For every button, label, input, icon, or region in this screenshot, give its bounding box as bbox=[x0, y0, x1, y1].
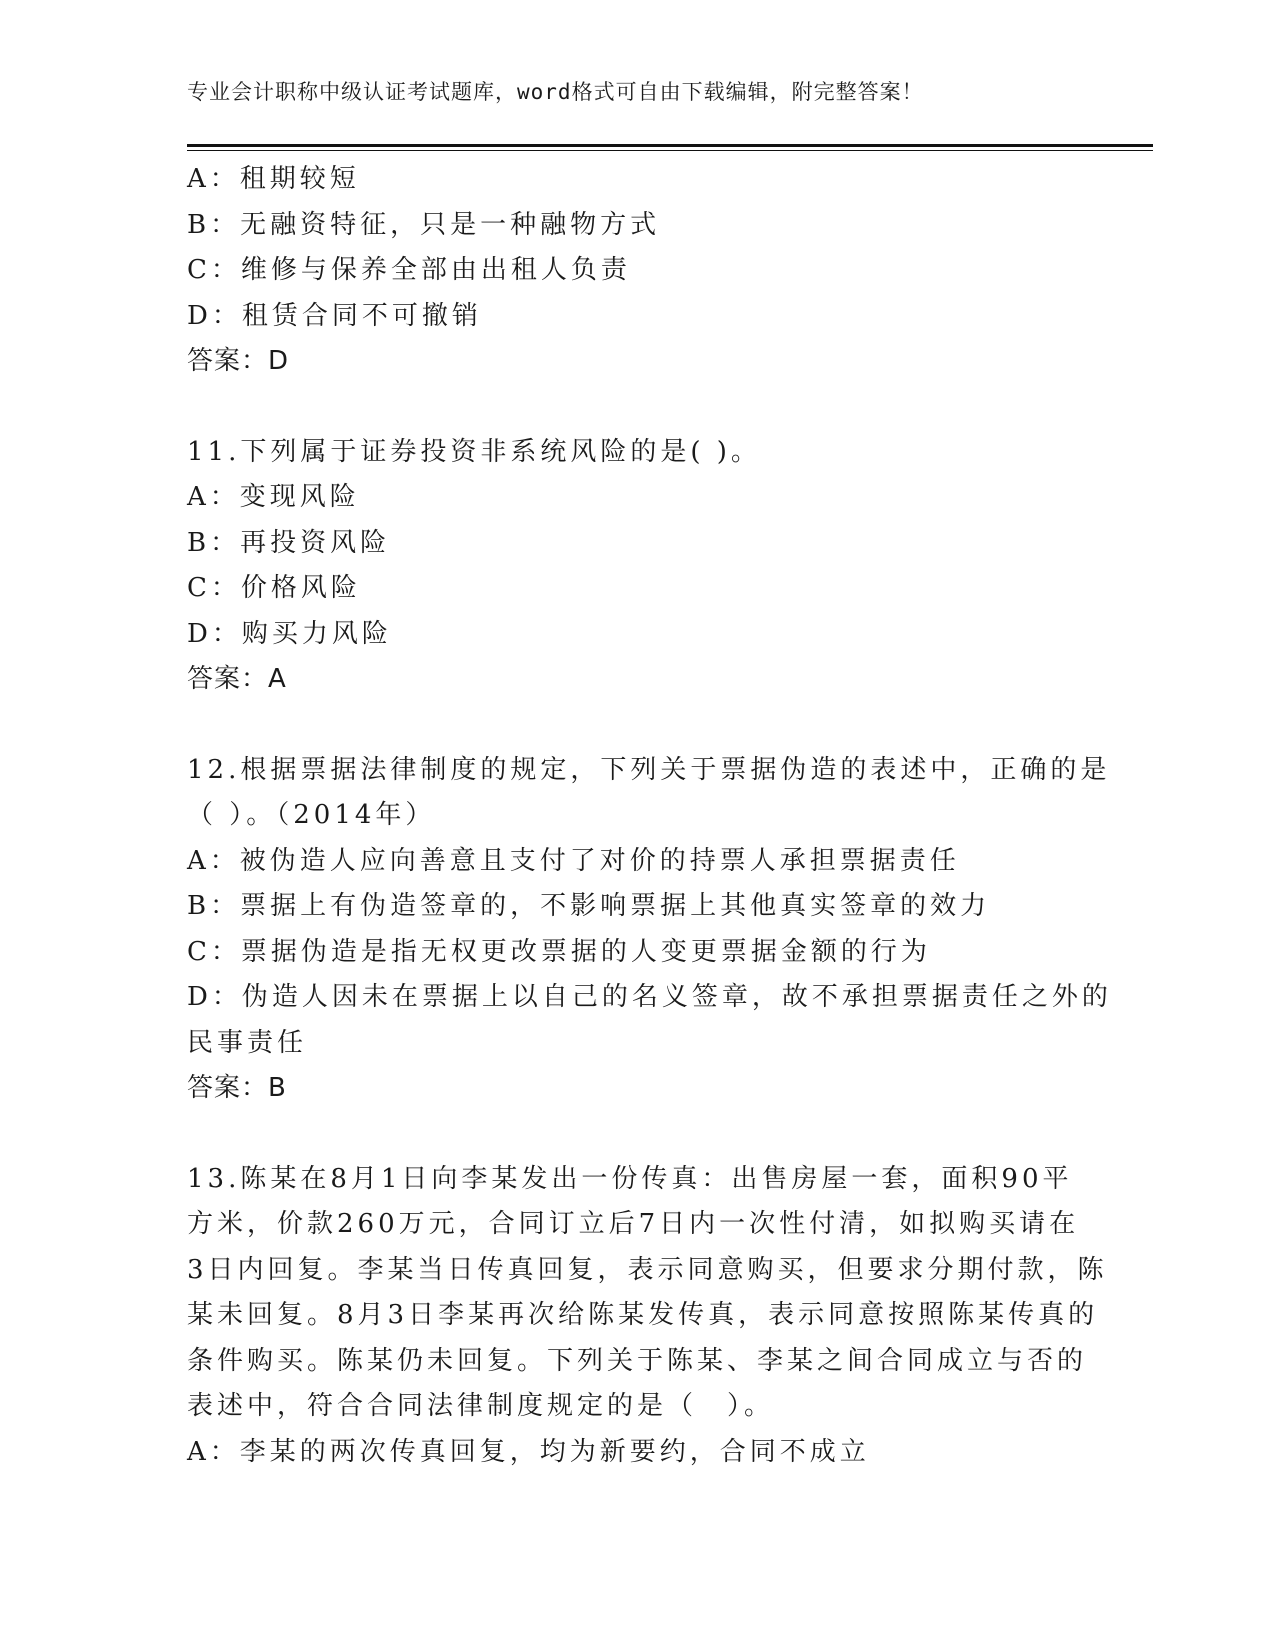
q10-answer: 答案：D bbox=[187, 346, 290, 376]
q13-stem-line-4: 某未回复。8月3日李某再次给陈某发传真，表示同意按照陈某传真的 bbox=[187, 1300, 1099, 1330]
question-13-block bbox=[187, 1157, 1108, 1476]
q13-option-a: A：李某的两次传真回复，均为新要约，合同不成立 bbox=[187, 1436, 870, 1467]
q12-stem-line-1: 12.根据票据法律制度的规定，下列关于票据伪造的表述中，正确的是 bbox=[187, 754, 1111, 785]
q11-option-a: A：变现风险 bbox=[187, 482, 360, 512]
header-rule-thick bbox=[187, 144, 1153, 147]
q12-option-d: D：伪造人因未在票据上以自己的名义签章，故不承担票据责任之外的 bbox=[187, 982, 1112, 1012]
question-10-block bbox=[187, 157, 1087, 385]
q12-stem-line-2: （ ）。（2014年） bbox=[187, 800, 436, 830]
q11-option-c: C：价格风险 bbox=[187, 573, 361, 603]
q10-option-d: D：租赁合同不可撤销 bbox=[187, 300, 482, 331]
q13-stem-line-6: 表述中，符合合同法律制度规定的是（ ）。 bbox=[187, 1391, 775, 1421]
q12-option-b: B：票据上有伪造签章的，不影响票据上其他真实签章的效力 bbox=[187, 891, 991, 921]
q11-stem: 11.下列属于证券投资非系统风险的是( )。 bbox=[187, 436, 761, 467]
document-content bbox=[187, 157, 1112, 1475]
q13-stem-line-3: 3日内回复。李某当日传真回复，表示同意购买，但要求分期付款，陈 bbox=[187, 1254, 1108, 1285]
q13-stem-line-5: 条件购买。陈某仍未回复。下列关于陈某、李某之间合同成立与否的 bbox=[187, 1345, 1088, 1376]
header-rule-thin bbox=[187, 150, 1153, 151]
q10-option-a: A：租期较短 bbox=[187, 164, 360, 194]
q10-option-b: B：无融资特征，只是一种融物方式 bbox=[187, 209, 661, 240]
question-11-block bbox=[187, 430, 1087, 703]
q12-option-c: C：票据伪造是指无权更改票据的人变更票据金额的行为 bbox=[187, 936, 931, 967]
q12-option-a: A：被伪造人应向善意且支付了对价的持票人承担票据责任 bbox=[187, 845, 960, 876]
q11-option-b: B：再投资风险 bbox=[187, 527, 391, 558]
q13-stem-line-2: 方米，价款260万元，合同订立后7日内一次性付清，如拟购买请在 bbox=[187, 1209, 1080, 1239]
q13-stem-line-1: 13.陈某在8月1日向李某发出一份传真：出售房屋一套，面积90平 bbox=[187, 1163, 1073, 1194]
q11-answer: 答案：A bbox=[187, 664, 287, 694]
page-header: 专业会计职称中级认证考试题库，word格式可自由下载编辑，附完整答案！ bbox=[187, 80, 924, 104]
q10-option-c: C：维修与保养全部由出租人负责 bbox=[187, 255, 631, 285]
q11-option-d: D：购买力风险 bbox=[187, 618, 392, 649]
question-12-block bbox=[187, 748, 1112, 1112]
q12-answer: 答案：B bbox=[187, 1073, 287, 1103]
q12-option-d-continued: 民事责任 bbox=[187, 1027, 308, 1058]
